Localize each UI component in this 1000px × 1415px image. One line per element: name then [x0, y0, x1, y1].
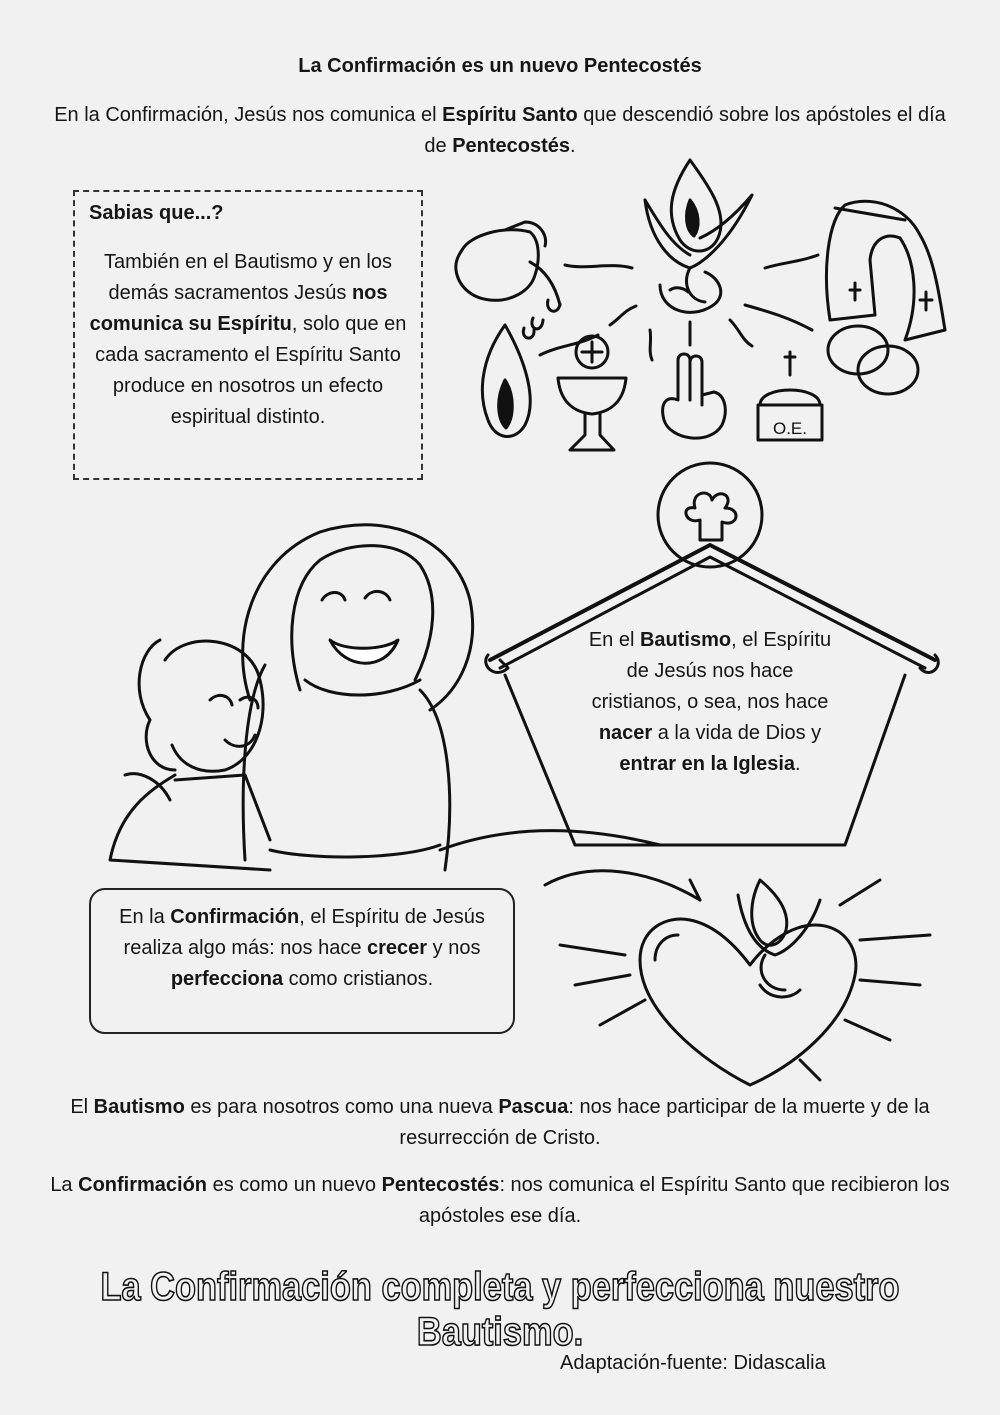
sign-text-4: . — [795, 753, 801, 775]
sign-text-3: a la vida de Dios y — [652, 722, 822, 744]
intro-bold-1: Espíritu Santo — [442, 104, 578, 126]
pc-text-2: es como un nuevo — [207, 1174, 382, 1196]
pb-bold-2: Pascua — [498, 1096, 569, 1118]
water-pitcher-icon — [456, 222, 560, 338]
stole-icon — [826, 201, 945, 340]
sabias-que-heading: Sabias que...? — [89, 202, 224, 224]
intro-text-3: . — [570, 135, 576, 157]
pc-bold-2: Pentecostés — [381, 1174, 500, 1196]
bautismo-paragraph — [40, 1092, 960, 1154]
conf-text-3: y nos — [427, 937, 481, 959]
confirmacion-paragraph — [40, 1170, 960, 1232]
pc-text-1: La — [50, 1174, 79, 1196]
intro-text-2: que descendió sobre los apóstoles el día de — [424, 104, 946, 157]
sabias-text-1: También en el Bautismo y en los demás sacramentos Jesús — [104, 251, 392, 304]
sabias-bold-1: nos comunica su Espíritu — [89, 282, 388, 335]
conf-text-1: En la — [119, 906, 171, 928]
confirmacion-text — [101, 902, 503, 995]
pc-bold-1: Confirmación — [78, 1174, 208, 1196]
pb-text-2: es para nosotros como una nueva — [184, 1096, 499, 1118]
sabias-que-box — [73, 190, 423, 480]
wedding-rings-icon — [828, 326, 918, 394]
chalice-icon — [558, 336, 626, 450]
summary-headline: La Confirmación completa y perfecciona nuestro Bautismo. — [100, 1265, 900, 1354]
jesus-and-boy-drawing — [110, 525, 660, 870]
blessing-hand-icon — [663, 354, 726, 438]
page-title: La Confirmación es un nuevo Pentecostés — [298, 55, 702, 77]
conf-text-4: como cristianos. — [283, 968, 434, 990]
conf-bold-2: crecer — [367, 937, 428, 959]
sabias-text-2: , solo que en cada sacramento el Espíritu Santo produce en nosotros un efecto espiritual distinto. — [95, 313, 407, 428]
heart-dove-icon — [545, 871, 930, 1085]
source-credit: Adaptación-fuente: Didascalia — [560, 1352, 826, 1374]
sign-bold-1: Bautismo — [639, 629, 732, 651]
dove-flame-icon — [645, 160, 752, 312]
sign-bold-2: nacer — [598, 722, 653, 744]
sign-text-2: , el Espíritu de Jesús nos hace cristianos, o sea, nos hace — [591, 629, 832, 713]
conf-bold-1: Confirmación — [170, 906, 300, 928]
pc-text-3: : nos comunica el Espíritu Santo que recibieron los apóstoles ese día. — [418, 1174, 950, 1227]
conf-text-2: , el Espíritu de Jesús realiza algo más: nos hace — [123, 906, 485, 959]
pb-bold-1: Bautismo — [93, 1096, 185, 1118]
sign-text-1: En el — [588, 629, 640, 651]
bautismo-sign-text — [585, 625, 835, 780]
oil-vessel-label: O.E. — [772, 419, 808, 438]
flame-icon — [482, 325, 530, 436]
confirmacion-box — [89, 888, 515, 1034]
intro-paragraph — [50, 100, 950, 162]
sabias-que-body — [83, 247, 413, 433]
sign-bold-3: entrar en la Iglesia — [619, 753, 796, 775]
pb-text-1: El — [70, 1096, 94, 1118]
intro-text-1: En la Confirmación, Jesús nos comunica el — [54, 104, 443, 126]
intro-bold-2: Pentecostés — [452, 135, 571, 157]
pb-text-3: : nos hace participar de la muerte y de la resurrección de Cristo. — [399, 1096, 930, 1149]
conf-bold-3: perfecciona — [170, 968, 284, 990]
